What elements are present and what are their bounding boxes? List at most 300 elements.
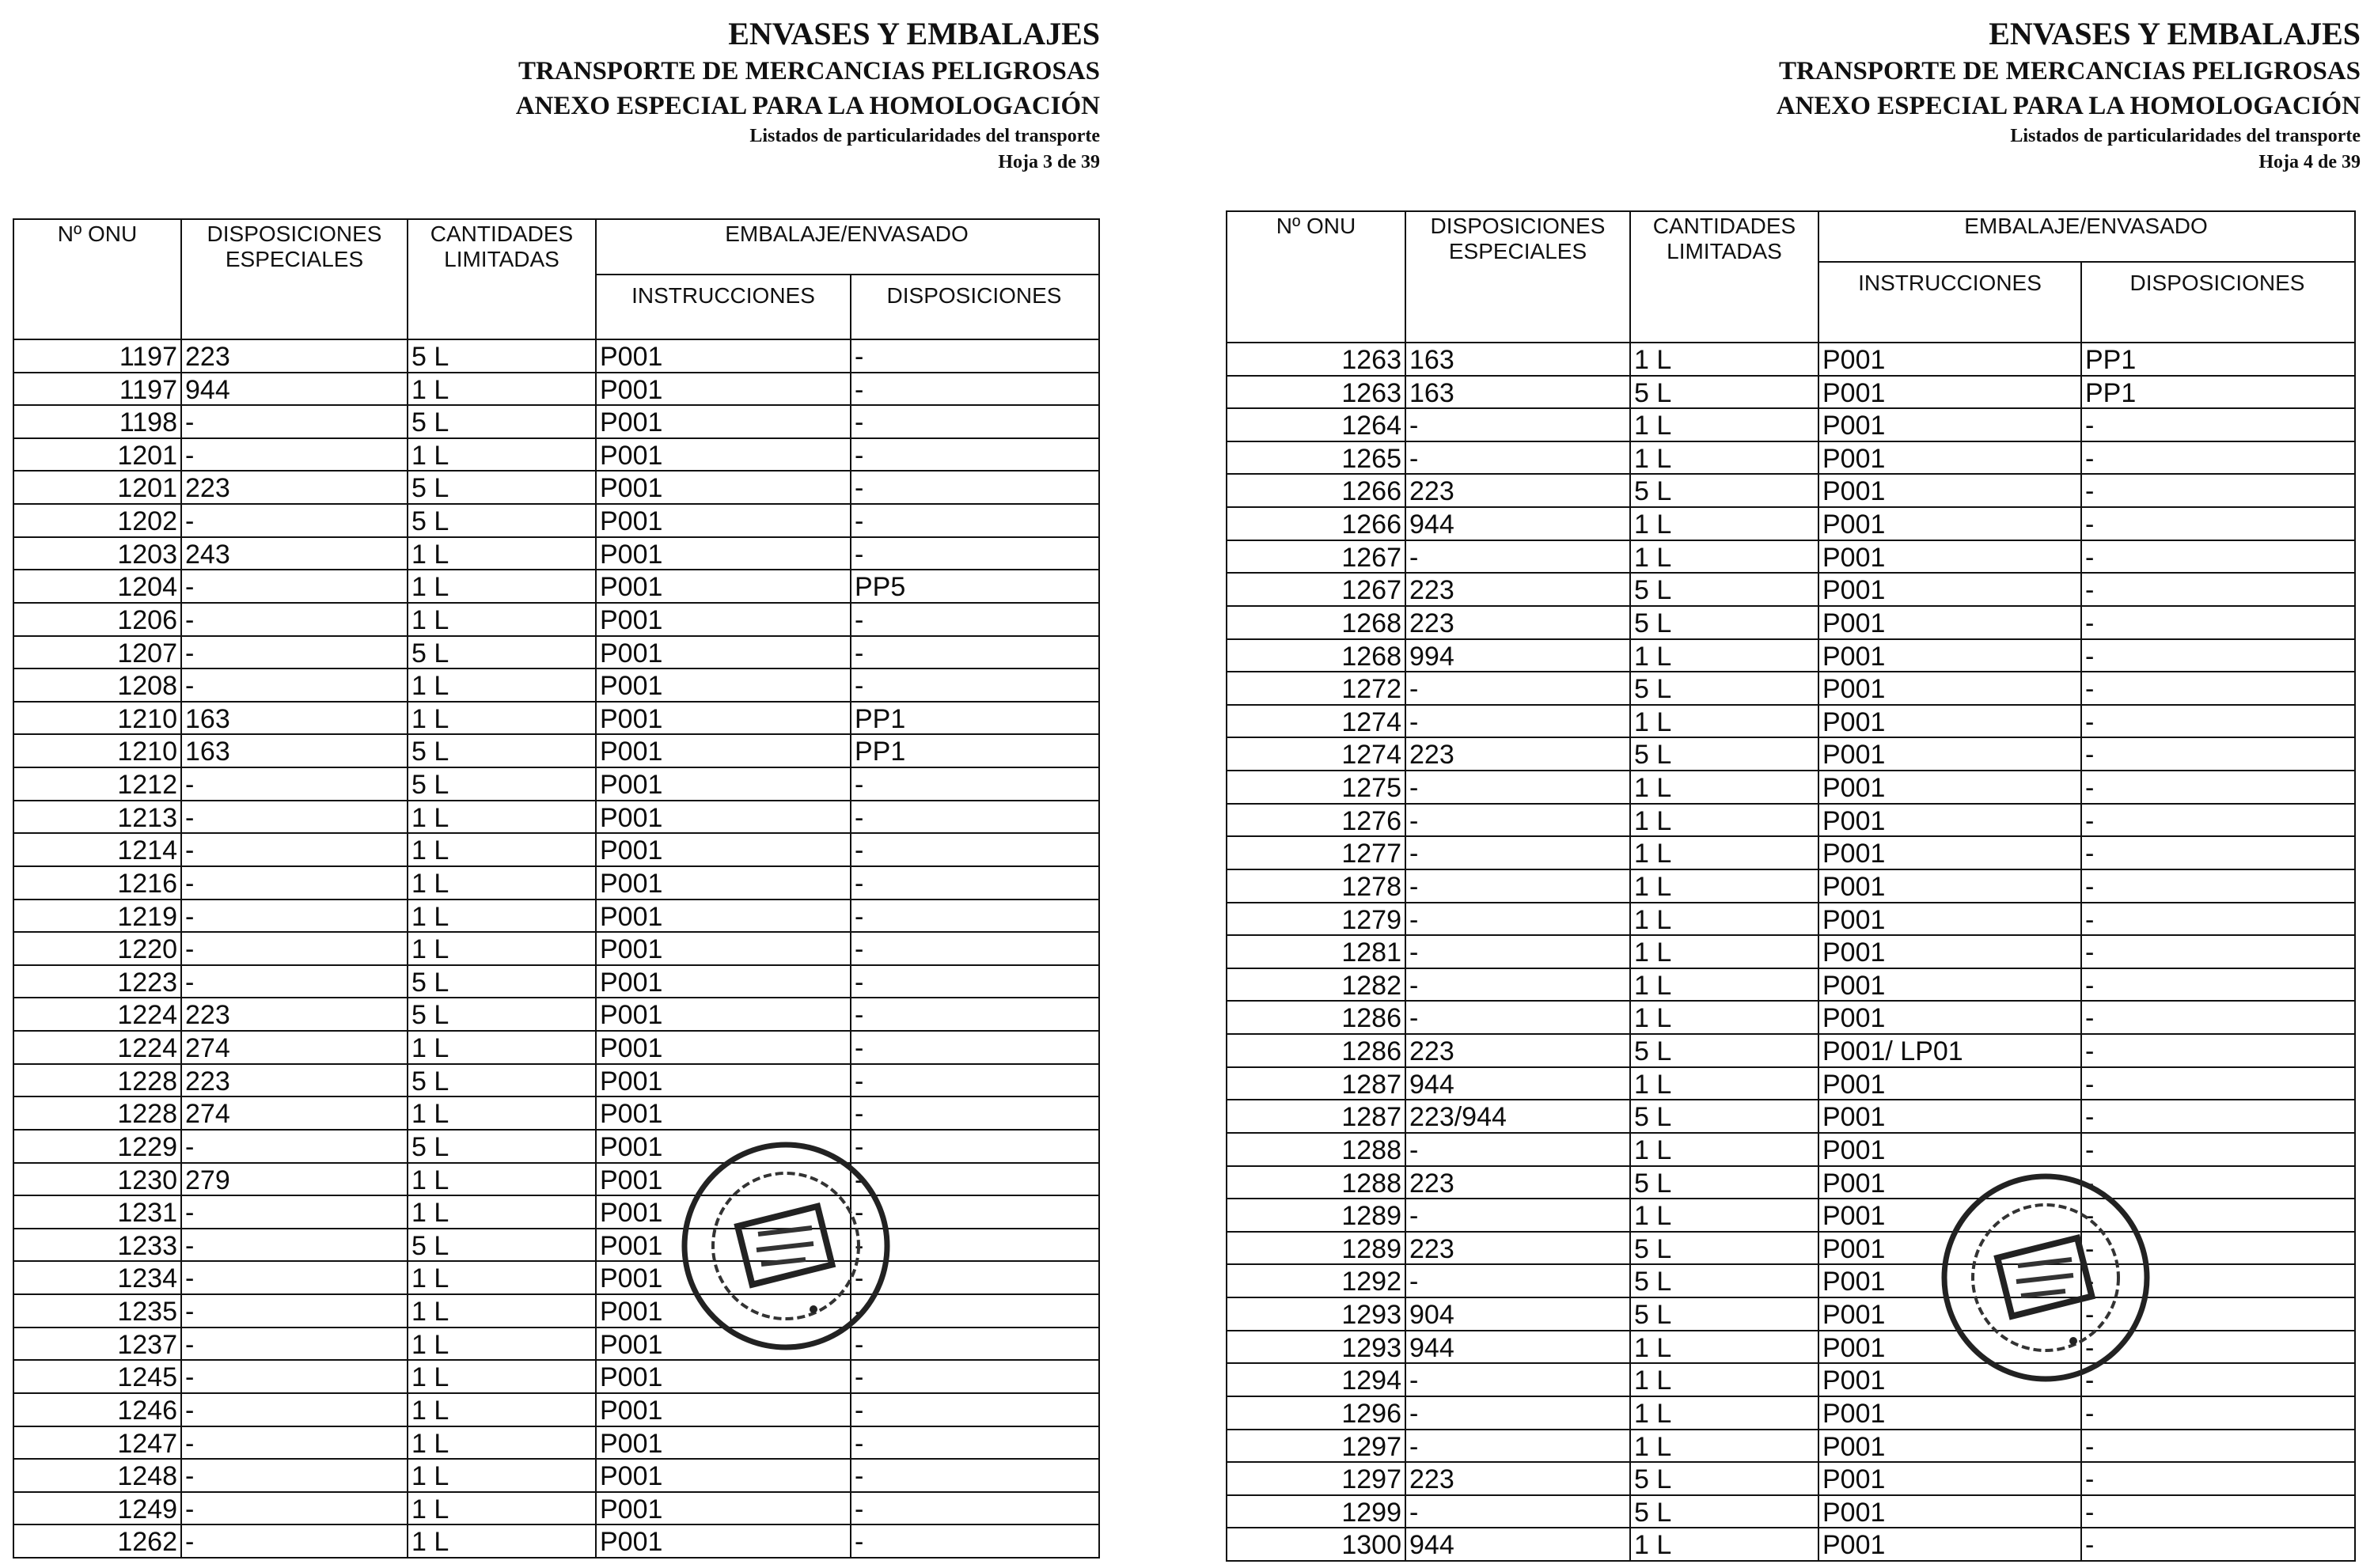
packing-provision: -	[855, 407, 864, 438]
onu-number: 1213	[117, 802, 177, 833]
packing-provision: -	[855, 1527, 864, 1558]
onu-number: 1210	[117, 737, 177, 767]
packing-provision: -	[855, 868, 864, 899]
special-provisions: -	[1409, 805, 1419, 836]
table-row	[1227, 375, 2354, 410]
onu-number: 1208	[117, 671, 177, 702]
table-row	[1227, 1494, 2354, 1529]
limited-quantity: 5 L	[1634, 377, 1672, 408]
onu-number: 1219	[117, 901, 177, 932]
packing-instruction: P001	[1822, 509, 1886, 540]
onu-number: 1287	[1341, 1102, 1401, 1133]
special-provisions: -	[1409, 904, 1419, 935]
limited-quantity: 5 L	[411, 967, 449, 998]
packing-instruction: P001	[1822, 608, 1886, 638]
special-provisions: -	[185, 1362, 195, 1393]
onu-number: 1263	[1341, 377, 1401, 408]
packing-provision: -	[855, 604, 864, 635]
limited-quantity: 5 L	[1634, 674, 1672, 705]
header-divider	[1819, 261, 2354, 263]
limited-quantity: 5 L	[411, 638, 449, 668]
special-provisions: 223	[1409, 575, 1454, 606]
table-row	[1227, 1263, 2354, 1298]
special-provisions: 223	[185, 1066, 230, 1096]
onu-number: 1300	[1341, 1530, 1401, 1561]
table-row	[1227, 407, 2354, 442]
table-row	[14, 1327, 1098, 1362]
special-provisions: -	[1409, 706, 1419, 737]
special-provisions: -	[1409, 839, 1419, 869]
special-provisions: -	[185, 638, 195, 668]
packing-instruction: P001	[1822, 542, 1886, 573]
col-header-disposiciones-especiales: DISPOSICIONES ESPECIALES	[207, 222, 382, 271]
onu-number: 1201	[117, 473, 177, 504]
onu-number: 1204	[117, 572, 177, 603]
packing-provision: -	[855, 770, 864, 801]
limited-quantity: 1 L	[1634, 1398, 1672, 1429]
limited-quantity: 5 L	[1634, 1036, 1672, 1067]
packing-provision: -	[855, 1494, 864, 1524]
limited-quantity: 1 L	[411, 1395, 449, 1426]
onu-number: 1263	[1341, 345, 1401, 375]
packing-instruction: P001	[1822, 773, 1886, 804]
packing-instruction: P001	[600, 539, 663, 570]
special-provisions: -	[185, 901, 195, 932]
packing-instruction: P001	[600, 1165, 663, 1195]
packing-instruction: P001/ LP01	[1822, 1036, 1963, 1067]
packing-provision: -	[855, 473, 864, 504]
onu-number: 1277	[1341, 839, 1401, 869]
special-provisions: -	[185, 506, 195, 537]
packing-provision: -	[2085, 1530, 2095, 1561]
table-row	[14, 602, 1098, 637]
onu-number: 1246	[117, 1395, 177, 1426]
packing-instruction: P001	[1822, 1431, 1886, 1462]
packing-instruction: P001	[1822, 674, 1886, 705]
table-row	[14, 1030, 1098, 1065]
onu-number: 1229	[117, 1131, 177, 1162]
table-row	[14, 997, 1098, 1032]
table-row	[14, 372, 1098, 407]
limited-quantity: 1 L	[411, 1428, 449, 1459]
limited-quantity: 1 L	[1634, 937, 1672, 968]
special-provisions: -	[1409, 542, 1419, 573]
special-provisions: -	[185, 770, 195, 801]
packing-instruction: P001	[600, 1131, 663, 1162]
onu-number: 1299	[1341, 1497, 1401, 1528]
limited-quantity: 5 L	[1634, 1464, 1672, 1495]
packing-provision: -	[855, 901, 864, 932]
table-row	[14, 536, 1098, 571]
limited-quantity: 1 L	[411, 1362, 449, 1393]
limited-quantity: 1 L	[411, 374, 449, 405]
packing-instruction: P001	[1822, 1069, 1886, 1100]
onu-number: 1274	[1341, 706, 1401, 737]
header-subtitle-1: TRANSPORTE DE MERCANCIAS PELIGROSAS	[1778, 57, 2361, 85]
packing-instruction: P001	[600, 1494, 663, 1524]
table-row	[1227, 441, 2354, 475]
packing-provision: -	[855, 374, 864, 405]
limited-quantity: 1 L	[1634, 641, 1672, 672]
limited-quantity: 1 L	[1634, 1134, 1672, 1165]
official-stamp	[1939, 1171, 2152, 1384]
special-provisions: 223	[1409, 1233, 1454, 1264]
limited-quantity: 1 L	[411, 703, 449, 734]
limited-quantity: 1 L	[411, 1033, 449, 1064]
limited-quantity: 5 L	[1634, 1102, 1672, 1133]
special-provisions: -	[1409, 1398, 1419, 1429]
table-row	[14, 1458, 1098, 1493]
packing-instruction: P001	[600, 868, 663, 899]
limited-quantity: 1 L	[411, 835, 449, 866]
special-provisions: -	[185, 1198, 195, 1229]
table-row	[1227, 1066, 2354, 1101]
onu-number: 1264	[1341, 411, 1401, 441]
onu-number: 1231	[117, 1198, 177, 1229]
limited-quantity: 1 L	[1634, 839, 1672, 869]
limited-quantity: 1 L	[411, 934, 449, 965]
special-provisions: -	[1409, 411, 1419, 441]
limited-quantity: 1 L	[1634, 805, 1672, 836]
special-provisions: -	[185, 1297, 195, 1327]
table-row	[14, 931, 1098, 966]
limited-quantity: 1 L	[1634, 509, 1672, 540]
table-row	[14, 668, 1098, 703]
packing-provision: -	[2085, 1003, 2095, 1034]
packing-provision: -	[2085, 1102, 2095, 1133]
onu-number: 1237	[117, 1329, 177, 1360]
table-row	[14, 1359, 1098, 1394]
packing-instruction: P001	[1822, 871, 1886, 902]
table-row	[14, 1426, 1098, 1460]
packing-provision: -	[2085, 871, 2095, 902]
onu-number: 1235	[117, 1297, 177, 1327]
special-provisions: -	[1409, 970, 1419, 1001]
special-provisions: -	[185, 440, 195, 471]
onu-number: 1245	[117, 1362, 177, 1393]
packing-instruction: P001	[1822, 1168, 1886, 1199]
special-provisions: -	[185, 604, 195, 635]
packing-provision: -	[2085, 1069, 2095, 1100]
onu-number: 1281	[1341, 937, 1401, 968]
limited-quantity: 1 L	[1634, 1003, 1672, 1034]
onu-number: 1275	[1341, 773, 1401, 804]
packing-provision: -	[855, 1066, 864, 1096]
packing-instruction: P001	[600, 1198, 663, 1229]
packing-provision: -	[2085, 575, 2095, 606]
packing-provision: -	[855, 1000, 864, 1031]
special-provisions: -	[185, 1428, 195, 1459]
onu-number: 1202	[117, 506, 177, 537]
packing-instruction: P001	[1822, 1530, 1886, 1561]
special-provisions: 944	[1409, 1332, 1454, 1363]
packing-instruction: P001	[1822, 706, 1886, 737]
special-provisions: -	[185, 868, 195, 899]
packing-instruction: P001	[600, 1362, 663, 1393]
limited-quantity: 5 L	[411, 506, 449, 537]
packing-provision: -	[855, 1461, 864, 1492]
limited-quantity: 1 L	[411, 604, 449, 635]
packing-instruction: P001	[1822, 1003, 1886, 1034]
limited-quantity: 1 L	[411, 440, 449, 471]
packing-instruction: P001	[1822, 443, 1886, 474]
special-provisions: 243	[185, 539, 230, 570]
special-provisions: 223	[1409, 740, 1454, 771]
limited-quantity: 5 L	[1634, 1233, 1672, 1264]
special-provisions: -	[1409, 871, 1419, 902]
onu-number: 1197	[119, 342, 177, 372]
packing-provision: -	[2085, 1168, 2095, 1199]
table-row	[14, 1096, 1098, 1131]
packing-provision: -	[855, 802, 864, 833]
table-row	[14, 1063, 1098, 1098]
special-provisions: -	[185, 934, 195, 965]
packing-provision: -	[855, 1099, 864, 1130]
special-provisions: -	[185, 835, 195, 866]
onu-number: 1207	[117, 638, 177, 668]
special-provisions: 223	[185, 1000, 230, 1031]
packing-instruction: P001	[1822, 1300, 1886, 1331]
packing-provision: -	[2085, 805, 2095, 836]
packing-instruction: P001	[600, 1461, 663, 1492]
limited-quantity: 1 L	[1634, 1201, 1672, 1232]
table-row	[1227, 770, 2354, 805]
limited-quantity: 1 L	[1634, 871, 1672, 902]
table-row	[1227, 572, 2354, 607]
special-provisions: -	[1409, 1365, 1419, 1396]
packing-instruction: P001	[600, 1395, 663, 1426]
limited-quantity: 5 L	[1634, 740, 1672, 771]
header-title: ENVASES Y EMBALAJES	[728, 16, 1100, 51]
special-provisions: 944	[185, 374, 230, 405]
table-row	[1227, 1033, 2354, 1068]
packing-provision: -	[855, 1297, 864, 1327]
packing-instruction: P001	[600, 506, 663, 537]
packing-instruction: P001	[1822, 411, 1886, 441]
transport-table	[13, 218, 1100, 1559]
limited-quantity: 1 L	[411, 1329, 449, 1360]
limited-quantity: 1 L	[1634, 904, 1672, 935]
packing-provision: -	[855, 1198, 864, 1229]
limited-quantity: 1 L	[411, 802, 449, 833]
header-subtitle-1: TRANSPORTE DE MERCANCIAS PELIGROSAS	[518, 57, 1100, 85]
special-provisions: -	[185, 1230, 195, 1261]
packing-instruction: P001	[1822, 970, 1886, 1001]
onu-number: 1292	[1341, 1267, 1401, 1297]
page-left	[0, 0, 1157, 1568]
special-provisions: 163	[1409, 345, 1454, 375]
special-provisions: -	[1409, 1497, 1419, 1528]
special-provisions: 994	[1409, 641, 1454, 672]
special-provisions: 163	[185, 737, 230, 767]
limited-quantity: 1 L	[1634, 443, 1672, 474]
packing-instruction: P001	[600, 374, 663, 405]
special-provisions: 223	[1409, 1168, 1454, 1199]
onu-number: 1293	[1341, 1300, 1401, 1331]
special-provisions: 163	[1409, 377, 1454, 408]
special-provisions: -	[185, 1395, 195, 1426]
page-right	[1223, 0, 2374, 1568]
onu-number: 1288	[1341, 1168, 1401, 1199]
special-provisions: -	[1409, 937, 1419, 968]
packing-instruction: P001	[600, 737, 663, 767]
onu-number: 1198	[119, 407, 177, 438]
limited-quantity: 1 L	[1634, 411, 1672, 441]
packing-instruction: P001	[1822, 904, 1886, 935]
limited-quantity: 1 L	[411, 1461, 449, 1492]
special-provisions: -	[185, 572, 195, 603]
packing-instruction: P001	[1822, 641, 1886, 672]
limited-quantity: 5 L	[411, 1066, 449, 1096]
limited-quantity: 1 L	[1634, 1069, 1672, 1100]
table-row	[1227, 737, 2354, 771]
packing-provision: -	[2085, 773, 2095, 804]
onu-number: 1289	[1341, 1233, 1401, 1264]
table-row	[1227, 1000, 2354, 1035]
col-header-embalaje-envasado: EMBALAJE/ENVASADO	[1964, 214, 2208, 238]
packing-provision: -	[2085, 1134, 2095, 1165]
packing-provision: PP1	[855, 737, 906, 767]
special-provisions: 223	[185, 473, 230, 504]
special-provisions: 944	[1409, 1069, 1454, 1100]
onu-number: 1274	[1341, 740, 1401, 771]
official-stamp	[679, 1139, 893, 1353]
header-subtitle-3: Listados de particularidades del transporte	[2010, 126, 2361, 146]
table-row	[1227, 1330, 2354, 1365]
packing-provision: -	[2085, 1464, 2095, 1495]
onu-number: 1286	[1341, 1036, 1401, 1067]
header-title: ENVASES Y EMBALAJES	[1989, 16, 2361, 51]
onu-number: 1247	[117, 1428, 177, 1459]
special-provisions: -	[185, 1131, 195, 1162]
special-provisions: -	[1409, 773, 1419, 804]
col-header-disposiciones-especiales: DISPOSICIONES ESPECIALES	[1430, 214, 1606, 263]
packing-instruction: P001	[1822, 1398, 1886, 1429]
table-row	[1227, 1132, 2354, 1167]
table-row	[14, 1162, 1098, 1197]
packing-instruction: P001	[600, 1263, 663, 1294]
limited-quantity: 5 L	[411, 1131, 449, 1162]
packing-instruction: P001	[600, 1066, 663, 1096]
special-provisions: -	[185, 1494, 195, 1524]
limited-quantity: 1 L	[411, 572, 449, 603]
packing-provision: -	[855, 506, 864, 537]
page-header	[1777, 14, 2361, 176]
onu-number: 1249	[117, 1494, 177, 1524]
packing-provision: -	[2085, 509, 2095, 540]
packing-instruction: P001	[600, 934, 663, 965]
packing-instruction: P001	[1822, 1365, 1886, 1396]
table-row	[14, 1524, 1098, 1559]
limited-quantity: 5 L	[411, 1230, 449, 1261]
packing-provision: -	[2085, 608, 2095, 638]
packing-provision: -	[2085, 1398, 2095, 1429]
table-row	[1227, 902, 2354, 937]
limited-quantity: 1 L	[1634, 345, 1672, 375]
packing-provision: -	[2085, 411, 2095, 441]
packing-provision: -	[855, 638, 864, 668]
packing-provision: PP1	[2085, 345, 2137, 375]
table-row	[14, 503, 1098, 538]
table-row	[1227, 605, 2354, 640]
sheet-number: Hoja 4 de 39	[2258, 152, 2361, 172]
special-provisions: -	[185, 407, 195, 438]
packing-instruction: P001	[1822, 1201, 1886, 1232]
packing-provision: -	[2085, 641, 2095, 672]
limited-quantity: 1 L	[411, 671, 449, 702]
onu-number: 1287	[1341, 1069, 1401, 1100]
packing-provision: -	[2085, 740, 2095, 771]
onu-number: 1210	[117, 703, 177, 734]
special-provisions: -	[1409, 1134, 1419, 1165]
special-provisions: -	[1409, 674, 1419, 705]
special-provisions: 274	[185, 1099, 230, 1130]
packing-provision: -	[2085, 706, 2095, 737]
packing-provision: -	[855, 1263, 864, 1294]
packing-provision: -	[855, 1329, 864, 1360]
table-row	[14, 1293, 1098, 1328]
limited-quantity: 1 L	[411, 1297, 449, 1327]
limited-quantity: 1 L	[411, 1527, 449, 1558]
table-row	[1227, 1198, 2354, 1233]
packing-provision: PP1	[855, 703, 906, 734]
table-row	[14, 899, 1098, 934]
table-row	[1227, 1429, 2354, 1464]
onu-number: 1206	[117, 604, 177, 635]
packing-instruction: P001	[600, 604, 663, 635]
onu-number: 1286	[1341, 1003, 1401, 1034]
packing-instruction: P001	[600, 1428, 663, 1459]
packing-provision: -	[2085, 1300, 2095, 1331]
packing-provision: -	[2085, 904, 2095, 935]
table-row	[14, 832, 1098, 867]
packing-provision: -	[2085, 443, 2095, 474]
table-row	[14, 865, 1098, 900]
packing-instruction: P001	[600, 703, 663, 734]
packing-instruction: P001	[600, 671, 663, 702]
limited-quantity: 5 L	[1634, 1168, 1672, 1199]
table-body	[14, 339, 1098, 1557]
table-row	[1227, 540, 2354, 574]
limited-quantity: 1 L	[411, 1198, 449, 1229]
limited-quantity: 1 L	[1634, 706, 1672, 737]
packing-provision: PP1	[2085, 377, 2137, 408]
table-row	[1227, 835, 2354, 870]
packing-instruction: P001	[600, 967, 663, 998]
packing-provision: -	[2085, 1365, 2095, 1396]
packing-instruction: P001	[600, 1000, 663, 1031]
table-row	[14, 339, 1098, 373]
table-row	[1227, 638, 2354, 673]
packing-instruction: P001	[1822, 476, 1886, 507]
col-header-instrucciones: INSTRUCCIONES	[1858, 271, 2042, 295]
onu-number: 1230	[117, 1165, 177, 1195]
table-row	[1227, 934, 2354, 969]
table-row	[1227, 671, 2354, 706]
packing-provision: -	[855, 539, 864, 570]
col-header-disposiciones: DISPOSICIONES	[2129, 271, 2305, 295]
table-row	[1227, 704, 2354, 739]
onu-number: 1203	[117, 539, 177, 570]
onu-number: 1289	[1341, 1201, 1401, 1232]
packing-instruction: P001	[600, 638, 663, 668]
packing-provision: -	[855, 671, 864, 702]
packing-provision: -	[855, 1362, 864, 1393]
table-row	[1227, 473, 2354, 508]
onu-number: 1197	[119, 374, 177, 405]
table-row	[14, 767, 1098, 801]
packing-instruction: P001	[600, 1033, 663, 1064]
